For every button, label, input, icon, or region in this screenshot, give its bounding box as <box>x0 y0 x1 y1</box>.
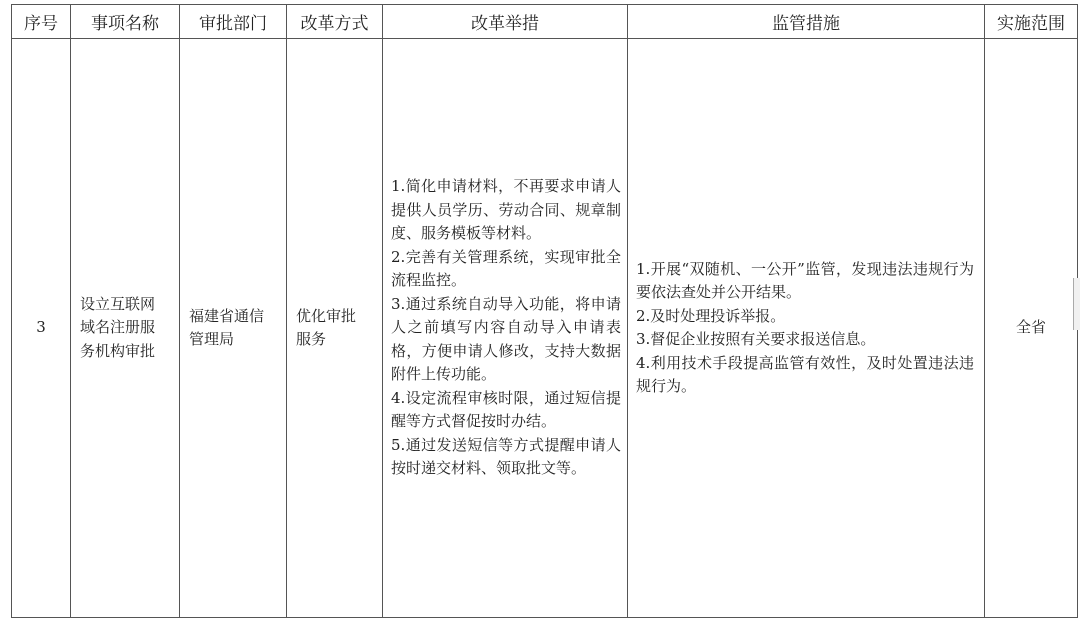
header-index: 序号 <box>12 5 71 39</box>
cell-item-name: 设立互联网 域名注册服 务机构审批 <box>71 39 180 618</box>
header-reform-measures: 改革举措 <box>383 5 628 39</box>
header-supervision-measures: 监管措施 <box>628 5 985 39</box>
reform-measure-item: 4.设定流程审核时限，通过短信提醒等方式督促按时办结。 <box>391 388 621 431</box>
cell-index: 3 <box>12 39 71 618</box>
table-row <box>12 39 1078 618</box>
cell-reform-method: 优化审批 服务 <box>287 39 383 618</box>
supervision-measure-item: 1.开展“双随机、一公开”监管，发现违法违规行为要依法查处并公开结果。 <box>636 259 974 301</box>
page-edge-handle <box>1073 278 1080 330</box>
cell-reform-measures <box>383 39 628 618</box>
cell-supervision-measures <box>628 39 985 618</box>
header-item-name: 事项名称 <box>71 5 180 39</box>
reform-measure-item: 3.通过系统自动导入功能，将申请人之前填写内容自动导入申请表格，方便申请人修改，支持大数据附件上传功能。 <box>391 294 621 384</box>
reform-measure-item: 5.通过发送短信等方式提醒申请人按时递交材料、领取批文等。 <box>391 435 621 478</box>
cell-department: 福建省通信 管理局 <box>180 39 287 618</box>
reform-table <box>11 4 1078 618</box>
cell-scope: 全省 <box>985 39 1078 618</box>
reform-measure-item: 2.完善有关管理系统，实现审批全流程监控。 <box>391 247 621 290</box>
header-department: 审批部门 <box>180 5 287 39</box>
reform-measure-item: 1.简化申请材料，不再要求申请人提供人员学历、劳动合同、规章制度、服务模板等材料。 <box>391 177 621 243</box>
header-row <box>12 5 1078 39</box>
supervision-measure-item: 3.督促企业按照有关要求报送信息。 <box>636 330 876 348</box>
header-reform-method: 改革方式 <box>287 5 383 39</box>
supervision-measure-item: 4.利用技术手段提高监管有效性，及时处置违法违规行为。 <box>636 353 974 395</box>
supervision-measure-item: 2.及时处理投诉举报。 <box>636 306 786 325</box>
header-scope: 实施范围 <box>985 5 1078 39</box>
